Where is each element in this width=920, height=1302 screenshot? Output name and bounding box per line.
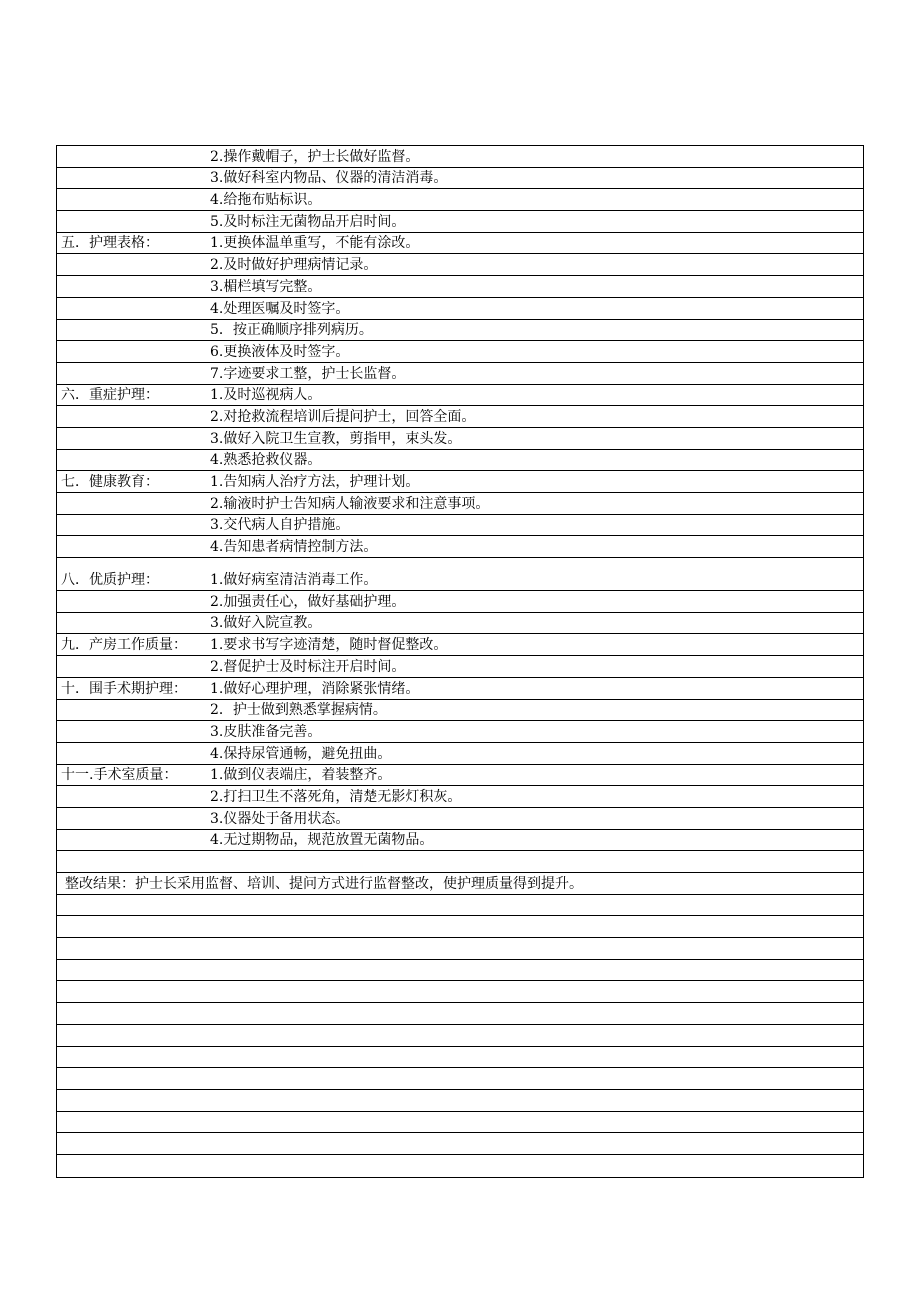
table-row [57, 471, 863, 493]
section-item: 7.字迹要求工整，护士长监督。 [210, 365, 406, 382]
table-row [57, 558, 863, 591]
table-row [57, 765, 863, 787]
section-item: 4.无过期物品，规范放置无菌物品。 [210, 832, 434, 849]
section-category: 十．围手术期护理： [61, 680, 187, 697]
blank-row [57, 916, 863, 938]
rectification-table [56, 145, 864, 1178]
section-item: 3.做好入院卫生宣教，剪指甲，束头发。 [210, 430, 462, 447]
table-row [57, 536, 863, 558]
section-item: 3.做好科室内物品、仪器的清洁消毒。 [210, 170, 448, 187]
blank-row [57, 1112, 863, 1134]
table-row [57, 450, 863, 472]
section-item: 1.做好病室清洁消毒工作。 [210, 572, 378, 589]
section-item: 6.更换液体及时签字。 [210, 343, 350, 360]
blank-row [57, 1133, 863, 1155]
table-row [57, 678, 863, 700]
blank-row [57, 938, 863, 960]
table-row [57, 298, 863, 320]
table-row [57, 341, 863, 363]
table-row [57, 656, 863, 678]
table-row [57, 721, 863, 743]
table-row [57, 700, 863, 722]
section-item: 2.操作戴帽子，护士长做好监督。 [210, 148, 420, 165]
section-category: 七．健康教育： [61, 474, 159, 490]
section-category: 五．护理表格： [61, 235, 159, 252]
section-category: 八．优质护理： [61, 572, 159, 589]
blank-row [57, 851, 863, 873]
section-item: 1.做好心理护理，消除紧张情绪。 [210, 680, 420, 697]
section-item: 4.告知患者病情控制方法。 [210, 539, 378, 556]
section-item: 1.及时巡视病人。 [210, 387, 322, 404]
blank-row [57, 960, 863, 982]
table-row [57, 786, 863, 808]
table-row [57, 168, 863, 190]
section-item: 1.做到仪表端庄，着装整齐。 [210, 767, 392, 784]
result-text: 整改结果：护士长采用监督、培训、提问方式进行监督整改，使护理质量得到提升。 [65, 875, 583, 892]
section-item: 5.及时标注无菌物品开启时间。 [210, 213, 406, 230]
table-row [57, 146, 863, 168]
section-item: 2.及时做好护理病情记录。 [210, 257, 378, 274]
table-row [57, 493, 863, 515]
result-row [57, 873, 863, 895]
table-row [57, 743, 863, 765]
table-row [57, 515, 863, 537]
table-row [57, 211, 863, 233]
blank-row [57, 981, 863, 1003]
section-item: 4.保持尿管通畅，避免扭曲。 [210, 745, 392, 762]
table-row [57, 276, 863, 298]
blank-row [57, 1003, 863, 1025]
table-row [57, 233, 863, 255]
table-row [57, 406, 863, 428]
blank-row [57, 1155, 863, 1177]
blank-row [57, 1047, 863, 1069]
table-row [57, 428, 863, 450]
section-item: 2.对抢救流程培训后提问护士，回答全面。 [210, 408, 476, 425]
section-item: 3.交代病人自护措施。 [210, 517, 350, 534]
table-row [57, 363, 863, 385]
table-row [57, 613, 863, 635]
section-item: 3.仪器处于备用状态。 [210, 810, 350, 827]
section-item: 2.督促护士及时标注开启时间。 [210, 658, 406, 675]
section-item: 3.楣栏填写完整。 [210, 278, 322, 295]
section-item: 4.处理医嘱及时签字。 [210, 300, 350, 317]
table-row [57, 591, 863, 613]
blank-row [57, 895, 863, 917]
section-item: 4.给拖布贴标识。 [210, 192, 322, 209]
table-row [57, 189, 863, 211]
table-row [57, 385, 863, 407]
section-item: 2.输液时护士告知病人输液要求和注意事项。 [210, 495, 490, 512]
section-item: 2.加强责任心，做好基础护理。 [210, 593, 406, 610]
table-row [57, 808, 863, 830]
table-row [57, 254, 863, 276]
section-item: 4.熟悉抢救仪器。 [210, 452, 322, 469]
blank-row [57, 1068, 863, 1090]
section-category: 六．重症护理： [61, 387, 159, 404]
section-item: 2.打扫卫生不落死角，清楚无影灯积灰。 [210, 788, 462, 805]
table-row [57, 320, 863, 342]
section-item: 3.皮肤准备完善。 [210, 723, 322, 740]
table-row [57, 634, 863, 656]
section-item: 1.更换体温单重写，不能有涂改。 [210, 235, 420, 252]
section-category: 九．产房工作质量： [61, 637, 187, 654]
blank-row [57, 1025, 863, 1047]
blank-row [57, 1090, 863, 1112]
section-item: 3.做好入院宣教。 [210, 615, 322, 632]
section-category: 十一.手术室质量： [61, 767, 178, 784]
section-item: 1.要求书写字迹清楚，随时督促整改。 [210, 637, 448, 654]
section-item: 5．按正确顺序排列病历。 [210, 322, 373, 339]
table-row [57, 830, 863, 852]
section-item: 2．护士做到熟悉掌握病情。 [210, 702, 387, 719]
section-item: 1.告知病人治疗方法，护理计划。 [210, 474, 420, 490]
